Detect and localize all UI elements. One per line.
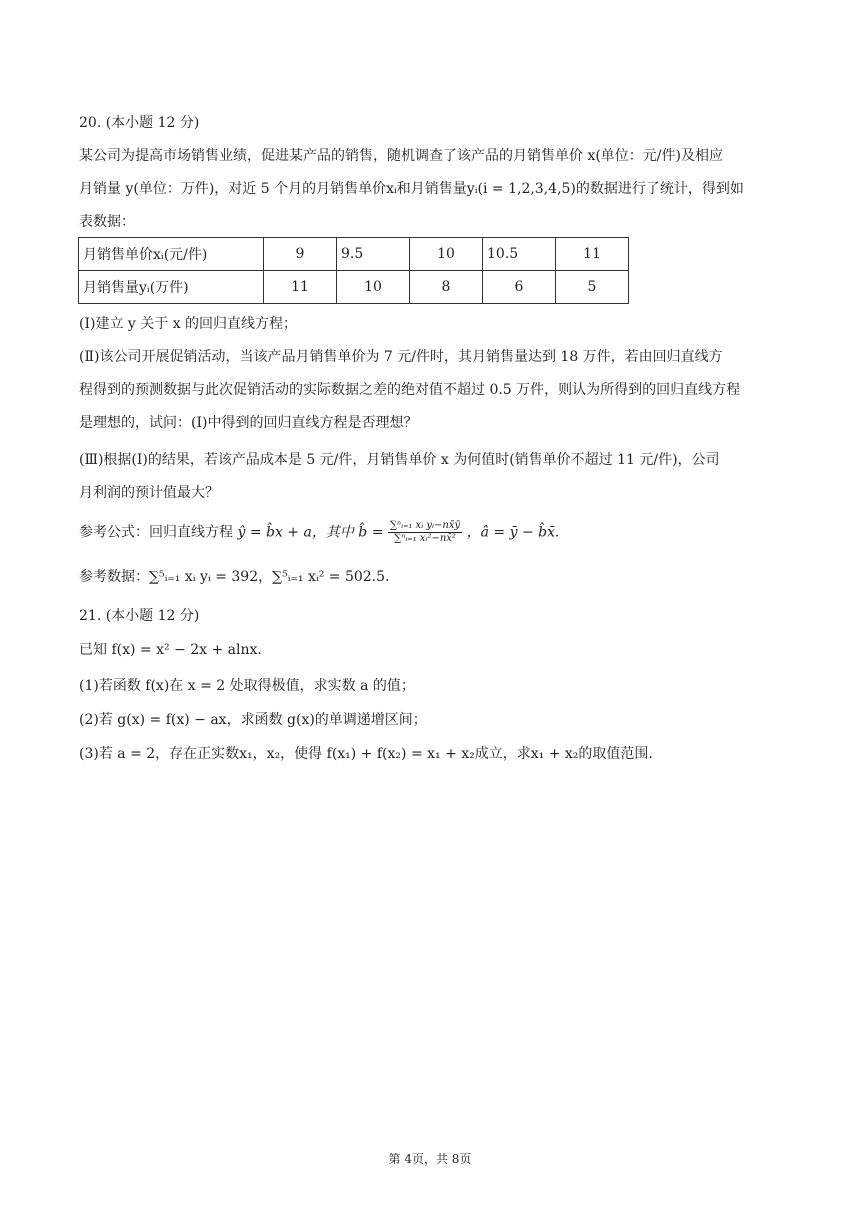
- fraction-denominator: ∑ⁿᵢ₌₁ xᵢ²−nx̄²: [394, 533, 456, 544]
- q21-part-1: (1)若函数 f(x)在 x = 2 处取得极值，求实数 a 的值；: [79, 678, 415, 694]
- table-cell: 10: [337, 271, 410, 304]
- page-footer: 第 4页，共 8页: [388, 1152, 472, 1166]
- table-row: [79, 238, 629, 271]
- q20-reference-formula: [79, 520, 559, 545]
- q20-intro-line-2: 月销量 y(单位：万件)，对近 5 个月的月销售单价xᵢ和月销售量yᵢ(i = 1,2,3,4,5)的数据进行了统计，得到如: [79, 181, 744, 197]
- regression-equation: ŷ = b̂x + a，其中: [237, 524, 354, 541]
- table-row: [79, 271, 629, 304]
- table-cell: 10: [410, 238, 483, 271]
- slope-fraction: [388, 520, 462, 545]
- fraction-numerator: ∑ⁿᵢ₌₁ xᵢ yᵢ−nx̄ȳ: [389, 520, 461, 531]
- table-cell: 11: [264, 271, 337, 304]
- q20-part-3-line-1: (Ⅲ)根据(Ⅰ)的结果，若该产品成本是 5 元/件，月销售单价 x 为何值时(销售单价不超过 11 元/件)，公司: [79, 452, 720, 468]
- table-cell: 5: [556, 271, 629, 304]
- q20-heading: 20. (本小题 12 分): [79, 115, 200, 131]
- q20-part-3-line-2: 月利润的预计值最大？: [79, 485, 219, 501]
- table-row-header: 月销售量yᵢ(万件): [79, 271, 264, 304]
- q20-part-2-line-2: 程得到的预测数据与此次促销活动的实际数据之差的绝对值不超过 0.5 万件，则认为所得到的回归直线方程: [79, 382, 741, 398]
- table-cell: 10.5: [483, 238, 556, 271]
- table-cell: 9.5: [337, 238, 410, 271]
- q20-reference-data: 参考数据：∑⁵ᵢ₌₁ xᵢ yᵢ = 392，∑⁵ᵢ₌₁ xᵢ² = 502.5.: [79, 569, 390, 585]
- table-cell: 11: [556, 238, 629, 271]
- q20-part-1: (Ⅰ)建立 y 关于 x 的回归直线方程；: [79, 316, 298, 332]
- slope-symbol: b̂ =: [358, 524, 384, 541]
- table-cell: 6: [483, 271, 556, 304]
- q20-part-2-line-3: 是理想的，试问：(Ⅰ)中得到的回归直线方程是否理想？: [79, 415, 418, 431]
- q20-part-2-line-1: (Ⅱ)该公司开展促销活动，当该产品月销售单价为 7 元/件时，其月销售量达到 18 万件，若由回归直线方: [79, 349, 723, 365]
- table-row-header: 月销售单价xᵢ(元/件): [79, 238, 264, 271]
- formula-prefix: 参考公式：回归直线方程: [79, 524, 233, 541]
- table-cell: 8: [410, 271, 483, 304]
- intercept-formula: ，â = ȳ − b̂x̄.: [466, 524, 560, 541]
- q21-heading: 21. (本小题 12 分): [79, 608, 200, 624]
- q21-part-2: (2)若 g(x) = f(x) − ax，求函数 g(x)的单调递增区间；: [79, 712, 427, 728]
- q21-part-3: (3)若 a = 2，存在正实数x₁，x₂，使得 f(x₁) + f(x₂) = x₁ + x₂成立，求x₁ + x₂的取值范围.: [79, 746, 653, 762]
- q21-given: 已知 f(x) = x² − 2x + alnx.: [79, 642, 262, 658]
- q20-intro-line-3: 表数据：: [79, 214, 135, 230]
- data-table: [78, 237, 629, 304]
- q20-intro-line-1: 某公司为提高市场销售业绩，促进某产品的销售，随机调查了该产品的月销售单价 x(单位：元/件)及相应: [79, 148, 723, 164]
- table-cell: 9: [264, 238, 337, 271]
